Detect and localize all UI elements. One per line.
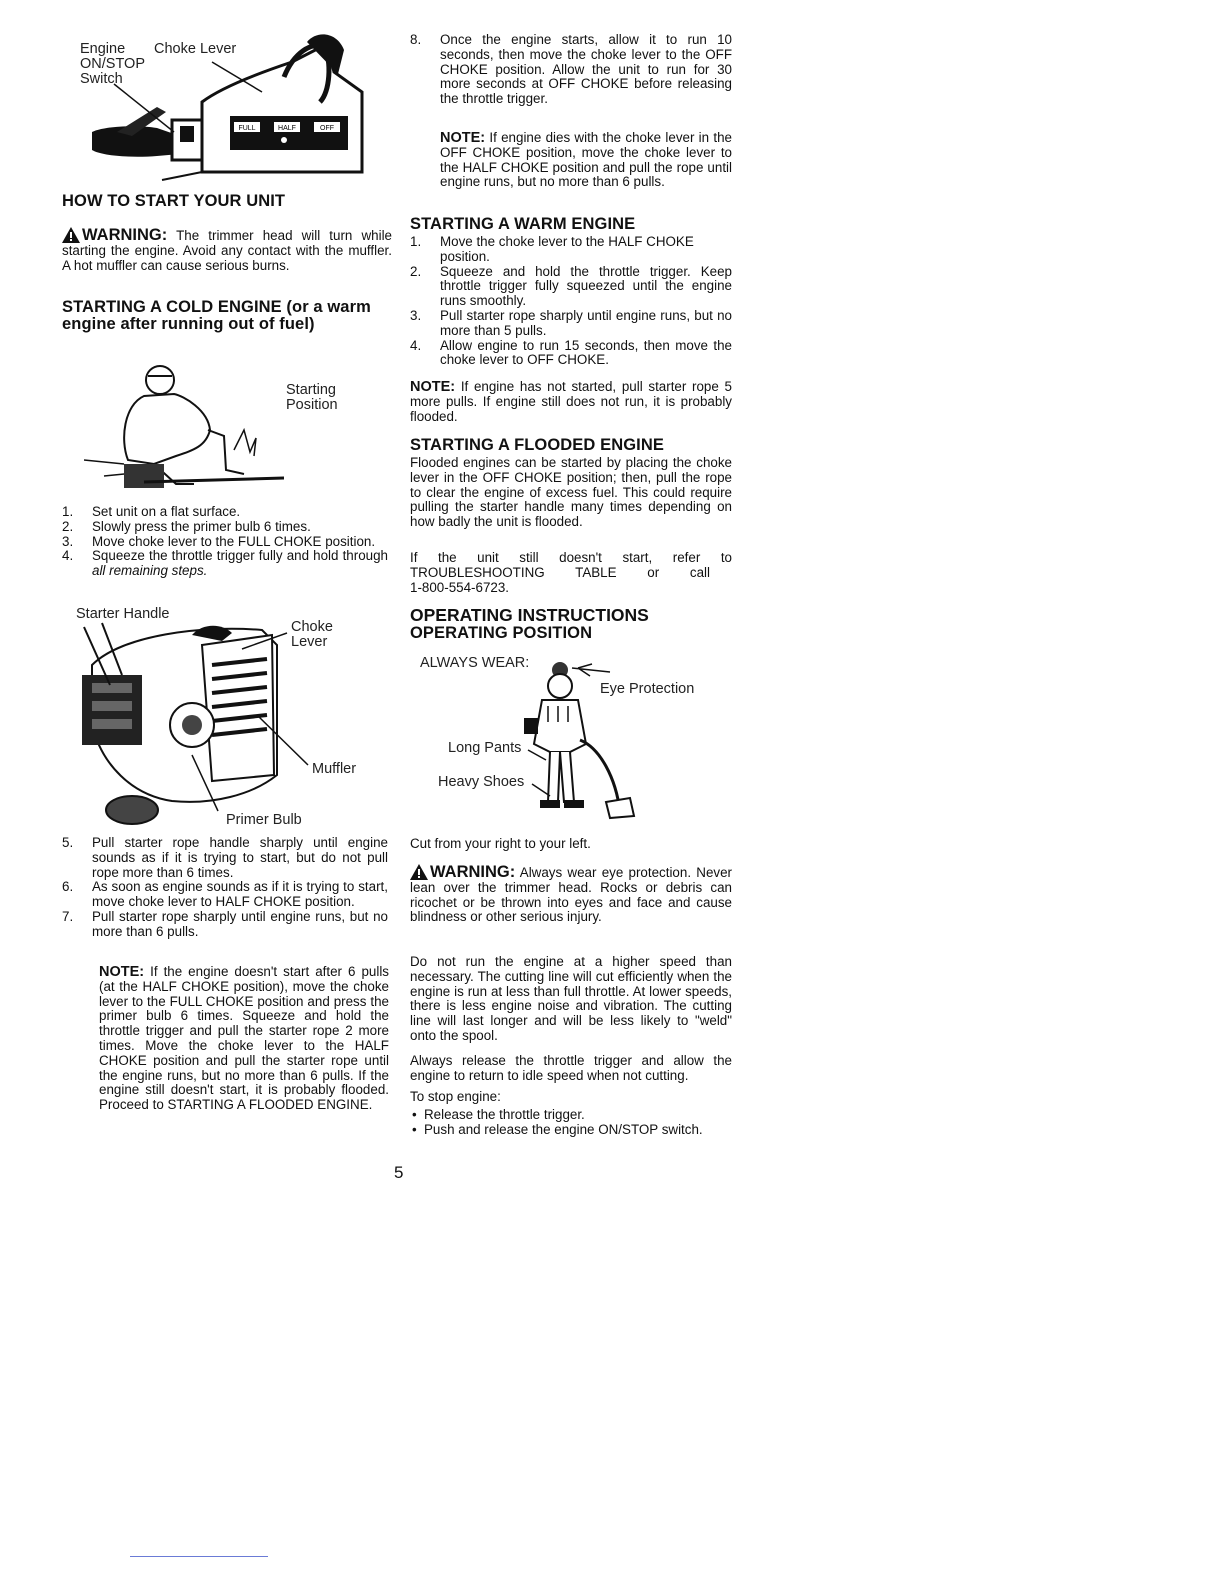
bullet-icon: • — [412, 1121, 417, 1137]
how-to-start-heading: HOW TO START YOUR UNIT — [62, 192, 286, 210]
step-italic-text: all remaining steps. — [92, 563, 208, 579]
choke-lever-label-2 — [291, 620, 333, 650]
engine-switch-label — [80, 42, 145, 87]
cold-engine-heading: STARTING A COLD ENGINE (or a warm engine after running out of fuel) — [62, 298, 371, 333]
list-item — [62, 505, 388, 520]
footer-rule — [130, 1556, 268, 1557]
panel-full-label: FULL — [238, 125, 256, 132]
list-item — [62, 549, 388, 579]
figure-operating-position — [420, 652, 732, 824]
list-item — [62, 836, 388, 880]
step-text: Pull starter rope sharply until engine runs, but no more than 5 pulls. — [440, 307, 732, 338]
muffler-label: Muffler — [312, 761, 357, 777]
list-item — [410, 1123, 732, 1138]
warning-label: WARNING: — [82, 226, 168, 244]
warm-engine-steps — [410, 235, 732, 368]
stop-engine-bullets — [410, 1108, 732, 1138]
panel-off-label: OFF — [320, 125, 334, 132]
primer-bulb-label: Primer Bulb — [226, 812, 302, 828]
flooded-engine-text: Flooded engines can be started by placing the choke lever in the OFF CHOKE position; then, pull the rope to clear the engine of excess fuel. This could require pulling the starter handle many times depending on how badly the unit is flooded. — [410, 455, 732, 530]
cold-engine-step-8 — [410, 33, 732, 107]
step-text: Pull starter rope sharply until engine runs, but no more than 6 pulls. — [92, 908, 388, 939]
choke-label-line1: Choke — [291, 619, 333, 635]
note-label: NOTE: — [410, 379, 456, 395]
operating-warning — [410, 864, 732, 925]
list-item — [410, 1108, 732, 1123]
step-number: 1. — [62, 504, 74, 519]
starting-position-label: Starting Position — [286, 382, 338, 413]
flooded-text2-line1: If the unit still doesn't start, refer to — [410, 550, 732, 565]
figure-engine-switch — [62, 32, 382, 182]
always-wear-label: ALWAYS WEAR: — [420, 655, 530, 671]
step-number: 4. — [62, 548, 74, 564]
heavy-shoes-label: Heavy Shoes — [438, 774, 525, 790]
list-item — [410, 235, 732, 265]
engine-parts-illustration — [62, 605, 382, 833]
figure-engine-parts — [62, 605, 382, 833]
throttle-paragraph: Do not run the engine at a higher speed than necessary. The cutting line will cut efficiently when the engine is run at less than full throttle. At lower speeds, there is less engine noise and vibration. The cutting line will last longer and will be less likely to "weld" onto the spool. — [410, 954, 732, 1043]
list-item — [410, 33, 732, 107]
warning-triangle-icon — [410, 864, 428, 880]
step-number: 7. — [62, 908, 74, 924]
step-number: 8. — [410, 32, 422, 47]
step8-note — [440, 131, 732, 190]
step-text: As soon as engine sounds as if it is trying to start, move choke lever to HALF CHOKE position. — [92, 879, 388, 910]
step-text: Squeeze the throttle trigger fully and hold through — [92, 548, 388, 564]
operating-instructions-heading: OPERATING INSTRUCTIONS — [410, 605, 649, 625]
step-number: 5. — [62, 835, 74, 850]
page-number: 5 — [394, 1163, 404, 1182]
list-item — [62, 520, 388, 535]
step-number: 3. — [62, 533, 74, 549]
note-label: NOTE: — [440, 130, 486, 146]
note-text: If the engine doesn't start after 6 pulls (at the HALF CHOKE position), move the choke lever to the FULL CHOKE position and press the primer bulb 6 times. Squeeze and hold the throttle trigger and pull the starter rope 2 more times. Move the choke lever to the HALF CHOKE position and pull the starter rope until the engine runs, but no more than 6 pulls. If the engine still doesn't start, it is probably flooded. Proceed to STARTING A FLOODED ENGINE. — [99, 964, 389, 1113]
stop-engine-intro: To stop engine: — [410, 1089, 501, 1104]
note-text: If engine dies with the choke lever in the OFF CHOKE position, move the choke lever to the HALF CHOKE position and pull the rope until engine runs, but no more than 6 pulls. — [440, 130, 732, 190]
step-text: Move choke lever to the FULL CHOKE position. — [92, 533, 376, 549]
step-number: 2. — [410, 263, 422, 279]
flooded-engine-heading: STARTING A FLOODED ENGINE — [410, 436, 664, 454]
figure-starting-position — [84, 360, 384, 500]
step-number: 2. — [62, 518, 74, 534]
bullet-icon: • — [412, 1107, 417, 1122]
note-label: NOTE: — [99, 964, 145, 980]
starting-position-illustration — [84, 360, 284, 500]
list-item — [62, 910, 388, 940]
cold-engine-note — [99, 965, 389, 1113]
choke-lever-label: Choke Lever — [154, 41, 237, 57]
step-text: Squeeze and hold the throttle trigger. Keep throttle trigger fully squeezed until the engine runs smoothly. — [440, 263, 732, 309]
cold-engine-steps-1-4 — [62, 505, 388, 579]
bullet-text: Push and release the engine ON/STOP switch. — [424, 1121, 703, 1137]
step-text: Set unit on a flat surface. — [92, 504, 241, 519]
list-item — [410, 339, 732, 369]
warning-text: The trimmer head will turn while starting the engine. Avoid any contact with the muffler. A hot muffler can cause serious burns. — [62, 228, 392, 273]
operating-position-heading: OPERATING POSITION — [410, 624, 593, 642]
step-number: 1. — [410, 234, 422, 249]
panel-half-label: HALF — [278, 125, 296, 132]
engine-label-line2: ON/STOP — [80, 56, 145, 72]
long-pants-label: Long Pants — [448, 740, 522, 756]
how-to-start-warning — [62, 227, 392, 273]
warning-triangle-icon — [62, 227, 80, 243]
step-text: Move the choke lever to the HALF CHOKE position. — [440, 234, 694, 264]
starter-handle-label: Starter Handle — [76, 606, 170, 622]
eye-protection-label: Eye Protection — [600, 681, 695, 697]
choke-label-line2: Lever — [291, 634, 328, 650]
list-item — [62, 535, 388, 550]
warm-engine-note — [410, 380, 732, 424]
list-item — [62, 880, 388, 910]
flooded-engine-text2 — [410, 551, 732, 595]
cut-direction-text: Cut from your right to your left. — [410, 836, 591, 851]
engine-label-line3: Switch — [80, 71, 123, 87]
step-number: 4. — [410, 337, 422, 353]
step-number: 6. — [62, 879, 74, 895]
step-text: Pull starter rope handle sharply until engine sounds as if it is trying to start, but do not pull rope more than 6 times. — [92, 835, 388, 880]
step-text: Once the engine starts, allow it to run 10 seconds, then move the choke lever to the OFF CHOKE position. Allow the unit to run for 30 more seconds at OFF CHOKE before releasing the throttle trigger. — [440, 32, 732, 107]
step-text: Slowly press the primer bulb 6 times. — [92, 518, 311, 534]
warm-engine-heading: STARTING A WARM ENGINE — [410, 215, 636, 233]
warning-text: Always wear eye protection. Never lean over the trimmer head. Rocks or debris can ricochet or be thrown into eyes and face and cause blindness or other serious injury. — [410, 865, 733, 925]
engine-label-line1: Engine — [80, 41, 126, 57]
operating-position-illustration — [420, 652, 732, 824]
bullet-text: Release the throttle trigger. — [424, 1107, 585, 1122]
note-text: If engine has not started, pull starter rope 5 more pulls. If engine still does not run, it is probably flooded. — [410, 379, 732, 424]
list-item — [410, 309, 732, 339]
flooded-text2-line2: TROUBLESHOOTING TABLE or call — [410, 564, 710, 580]
step-text: Allow engine to run 15 seconds, then move the choke lever to OFF CHOKE. — [440, 337, 732, 368]
flooded-text2-line3: 1-800-554-6723. — [410, 579, 510, 595]
warning-label: WARNING: — [430, 863, 516, 881]
idle-paragraph: Always release the throttle trigger and allow the engine to return to idle speed when not cutting. — [410, 1053, 732, 1083]
step-number: 3. — [410, 307, 422, 323]
list-item — [410, 265, 732, 309]
cold-engine-steps-5-7 — [62, 836, 388, 940]
